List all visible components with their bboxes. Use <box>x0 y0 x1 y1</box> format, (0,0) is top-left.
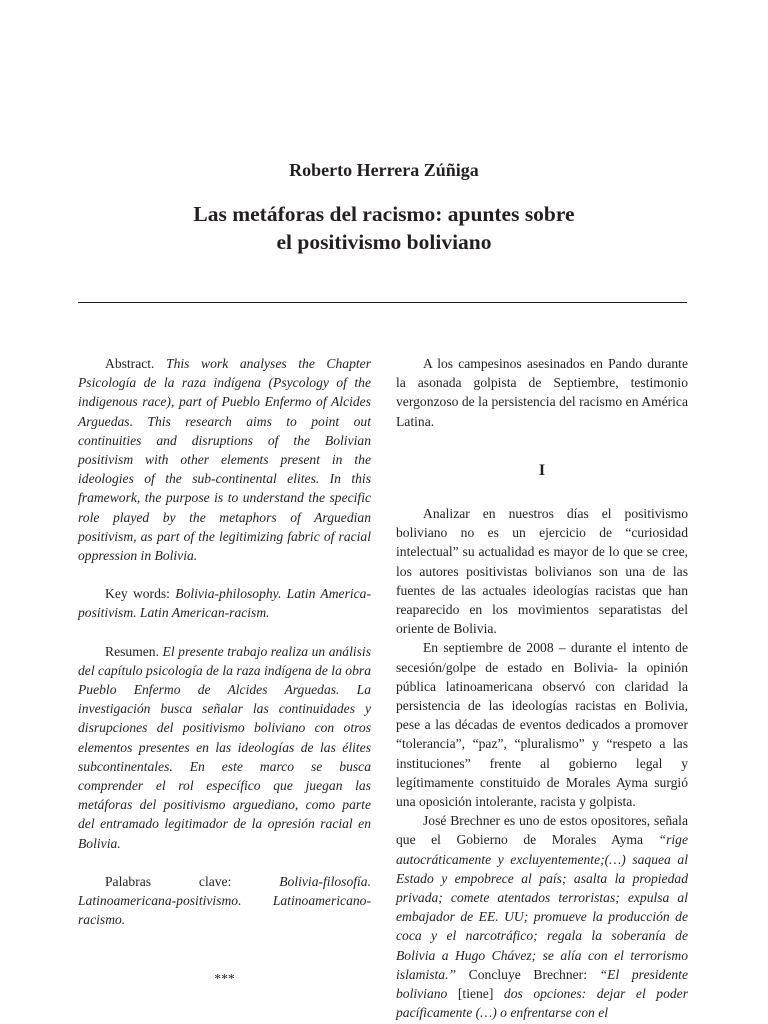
keywords-text: Bolivia-philosophy. Latin America-positivism. Latin American-racism. <box>78 586 372 621</box>
palabras-clave-label: Palabras clave: <box>105 873 280 889</box>
p3-quote-1: “rige autocráticamente y excluyentemente;(…) saquea al Estado y empobrece al país; asalta la propiedad privada; comete atentados terroristas; expulsa al embajador de EE. UU; promueve la producción de coca y el narcotráfico; regala la soberanía de Bolivia a Hugo Chávez; se alía con el terrorismo islamista.” <box>396 832 688 982</box>
p3-bracket: [tiene] <box>457 986 494 1002</box>
body-paragraph-3 <box>396 811 688 1022</box>
article-title <box>80 200 688 256</box>
p3-mid: Concluye Brechner: <box>456 966 600 982</box>
body-paragraph-1: Analizar en nuestros días el positivismo boliviano no es un ejercicio de “curiosidad intelectual” su actualidad es mayor de lo que se cree, los autores positivistas bolivianos son una de las fuentes de las actuales ideologías racistas que han reaparecido en los movimientos separatistas del oriente de Bolivia. <box>396 506 688 637</box>
left-column <box>78 354 371 989</box>
right-column <box>396 354 688 1023</box>
body-paragraph-2: En septiembre de 2008 – durante el intento de secesión/golpe de estado en Bolivia- la opinión pública latinoamericana observó con claridad la persistencia de las ideologías racistas en Bolivia, pese a las décadas de eventos dedicados a promover “tolerancia”, “paz”, “pluralismo” y “respeto a las instituciones” frente al gobierno legal y legítimamente constituido de Morales Ayma surgió una oposición intolerante, racista y golpista. <box>396 640 688 810</box>
resumen-text: El presente trabajo realiza un análisis del capítulo psicología de la raza indígena de la obra Pueblo Enfermo de Alcides Arguedas. La investigación busca señalar las continuidades y disrupciones del positivismo boliviano con otros elementos presentes en las ideologías de las élites subcontinentales. En este marco se busca comprender el rol específico que juegan las metáforas del positivismo arguediano, como parte del entramado legitimador de la opresión racial en Bolivia. <box>78 643 371 851</box>
resumen-paragraph <box>78 642 371 853</box>
title-line-2: el positivismo boliviano <box>276 230 492 254</box>
dedication: A los campesinos asesinados en Pando durante la asonada golpista de Septiembre, testimonio vergonzoso de la persistencia del racismo en América Latina. <box>396 356 688 429</box>
section-heading: I <box>538 461 546 479</box>
author-name: Roberto Herrera Zúñiga <box>289 160 479 180</box>
p3-start: José Brechner es uno de estos opositores, señala que el Gobierno de Morales Ayma <box>396 813 688 848</box>
p3-quote-2a: “El presidente boliviano <box>396 966 688 1002</box>
title-divider <box>78 302 687 303</box>
keywords-label: Key words: <box>105 586 176 602</box>
abstract-text: This work analyses the Chapter Psicología de la raza indígena (Psycology of the indigenous race), part of Pueblo Enfermo of Alcides Arguedas. This research aims to point out continuities and disruptions of the Bolivian positivism with other elements present in the ideologies of the sub-continental elites. In this framework, the purpose is to understand the specific role played by the metaphors of Arguedian positivism, as part of the legitimizing fabric of racial oppression in Bolivia. <box>78 356 371 564</box>
resumen-label: Resumen. <box>105 643 163 659</box>
palabras-clave-text: Bolivia-filosofía. Latinoamericana-positivismo. Latinoamericano-racismo. <box>78 873 371 928</box>
palabras-clave-paragraph <box>78 872 371 930</box>
abstract-label: Abstract. <box>105 356 167 371</box>
keywords-paragraph <box>78 584 371 622</box>
abstract-paragraph <box>78 354 371 565</box>
section-separator: *** <box>214 971 235 987</box>
title-line-1: Las metáforas del racismo: apuntes sobre <box>193 202 575 226</box>
p3-quote-2b: dos opciones: dejar el poder pacíficamente (…) o enfrentarse con el <box>396 986 688 1021</box>
